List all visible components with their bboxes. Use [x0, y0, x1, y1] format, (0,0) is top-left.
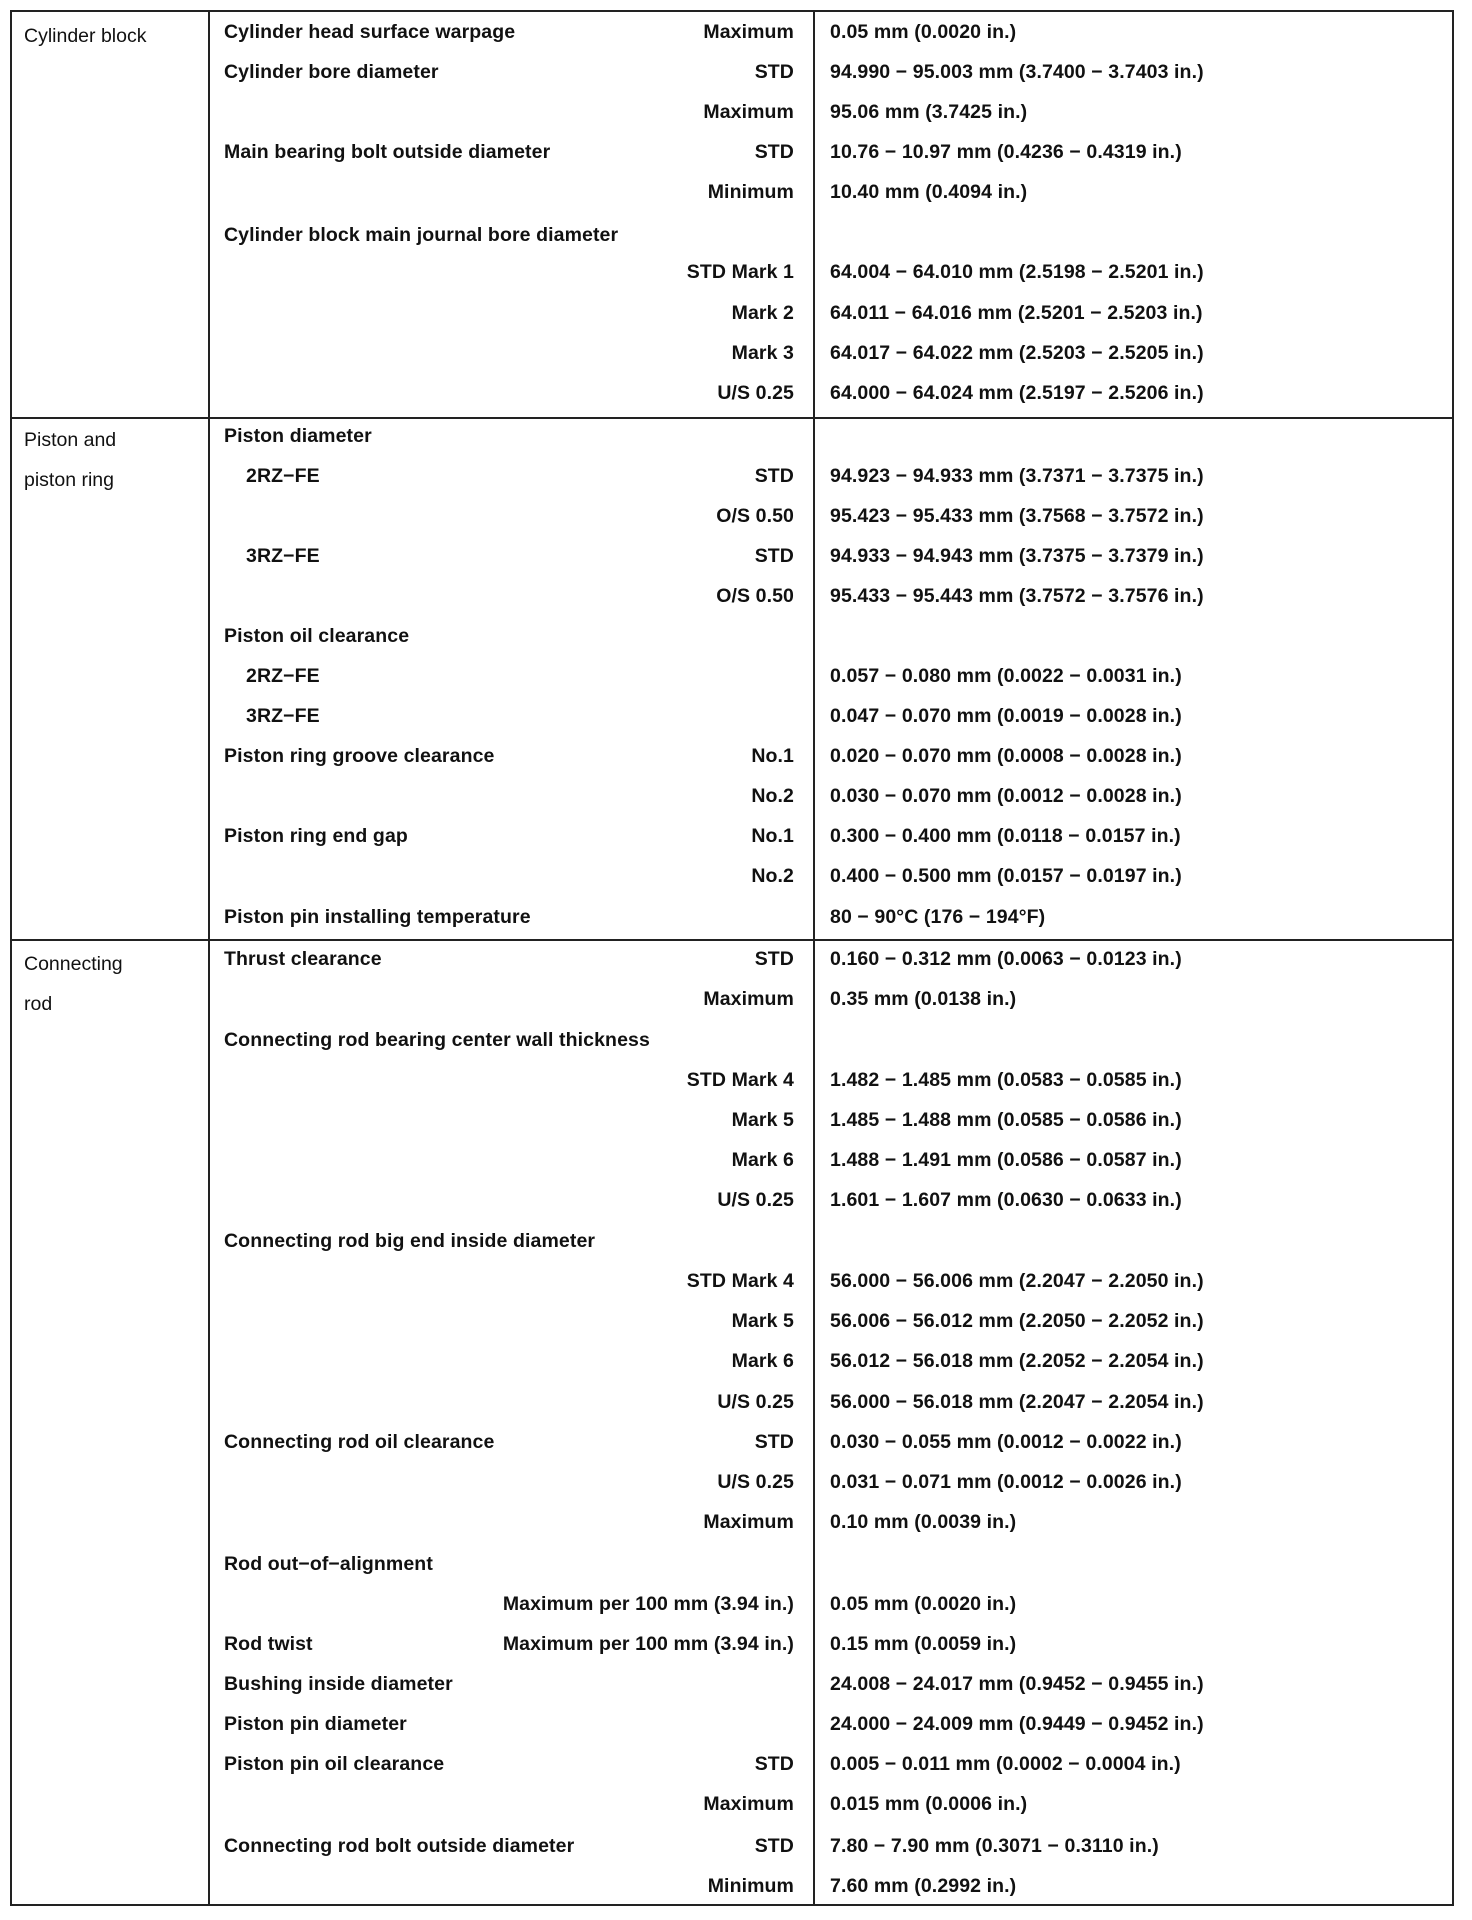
spec-value: 95.423 − 95.433 mm (3.7568 − 3.7572 in.) — [830, 505, 1204, 527]
row-divider-1 — [12, 417, 1452, 419]
spec-value: 0.35 mm (0.0138 in.) — [830, 988, 1017, 1010]
spec-qualifier: U/S 0.25 — [717, 1189, 794, 1211]
spec-value: 0.030 − 0.055 mm (0.0012 − 0.0022 in.) — [830, 1431, 1182, 1453]
spec-value: 10.76 − 10.97 mm (0.4236 − 0.4319 in.) — [830, 141, 1182, 163]
spec-label: Cylinder block main journal bore diameter — [224, 224, 619, 246]
spec-value: 0.10 mm (0.0039 in.) — [830, 1511, 1017, 1533]
spec-value: 64.004 − 64.010 mm (2.5198 − 2.5201 in.) — [830, 261, 1204, 283]
spec-qualifier: STD — [754, 1753, 794, 1775]
spec-label: Bushing inside diameter — [224, 1673, 453, 1695]
spec-label: 3RZ−FE — [246, 705, 320, 727]
column-divider-value — [813, 12, 815, 1904]
spec-label: Piston ring end gap — [224, 825, 408, 847]
spec-qualifier: Mark 6 — [731, 1149, 794, 1171]
spec-value: 94.923 − 94.933 mm (3.7371 − 3.7375 in.) — [830, 465, 1204, 487]
section-name: Piston and — [24, 429, 117, 451]
spec-qualifier: STD — [754, 948, 794, 970]
spec-label: Rod out−of−alignment — [224, 1553, 433, 1575]
spec-value: 95.06 mm (3.7425 in.) — [830, 101, 1028, 123]
spec-value: 0.05 mm (0.0020 in.) — [830, 1593, 1017, 1615]
spec-label: Connecting rod oil clearance — [224, 1431, 495, 1453]
spec-value: 56.000 − 56.006 mm (2.2047 − 2.2050 in.) — [830, 1270, 1204, 1292]
spec-value: 0.300 − 0.400 mm (0.0118 − 0.0157 in.) — [830, 825, 1181, 847]
spec-qualifier: STD Mark 4 — [686, 1069, 794, 1091]
spec-label: Piston diameter — [224, 425, 372, 447]
spec-qualifier: No.1 — [751, 745, 794, 767]
spec-qualifier: Mark 5 — [731, 1310, 794, 1332]
spec-value: 0.031 − 0.071 mm (0.0012 − 0.0026 in.) — [830, 1471, 1182, 1493]
spec-value: 24.000 − 24.009 mm (0.9449 − 0.9452 in.) — [830, 1713, 1204, 1735]
spec-qualifier: STD — [754, 545, 794, 567]
spec-label: Piston oil clearance — [224, 625, 410, 647]
spec-qualifier: Maximum per 100 mm (3.94 in.) — [502, 1633, 794, 1655]
spec-label: Connecting rod bolt outside diameter — [224, 1835, 575, 1857]
section-name: piston ring — [24, 469, 114, 491]
spec-value: 0.15 mm (0.0059 in.) — [830, 1633, 1017, 1655]
spec-qualifier: No.1 — [751, 825, 794, 847]
spec-value: 0.057 − 0.080 mm (0.0022 − 0.0031 in.) — [830, 665, 1182, 687]
spec-value: 1.601 − 1.607 mm (0.0630 − 0.0633 in.) — [830, 1189, 1182, 1211]
spec-qualifier: No.2 — [751, 785, 794, 807]
spec-label: Piston ring groove clearance — [224, 745, 495, 767]
section-name: rod — [24, 993, 53, 1015]
spec-qualifier: STD — [754, 465, 794, 487]
spec-qualifier: Maximum — [703, 21, 794, 43]
spec-qualifier: Minimum — [707, 181, 794, 203]
spec-qualifier: STD Mark 4 — [686, 1270, 794, 1292]
spec-label: Piston pin installing temperature — [224, 906, 531, 928]
spec-value: 1.482 − 1.485 mm (0.0583 − 0.0585 in.) — [830, 1069, 1182, 1091]
section-name: Cylinder block — [24, 25, 147, 47]
spec-value: 56.012 − 56.018 mm (2.2052 − 2.2054 in.) — [830, 1350, 1204, 1372]
spec-value: 95.433 − 95.443 mm (3.7572 − 3.7576 in.) — [830, 585, 1204, 607]
spec-value: 64.011 − 64.016 mm (2.5201 − 2.5203 in.) — [830, 302, 1203, 324]
column-divider-section — [208, 12, 210, 1904]
section-name: Connecting — [24, 953, 123, 975]
spec-qualifier: U/S 0.25 — [717, 382, 794, 404]
spec-qualifier: No.2 — [751, 865, 794, 887]
spec-qualifier: Maximum — [703, 101, 794, 123]
row-divider-2 — [12, 939, 1452, 941]
spec-table — [10, 10, 1454, 1906]
spec-value: 0.400 − 0.500 mm (0.0157 − 0.0197 in.) — [830, 865, 1182, 887]
spec-value: 0.047 − 0.070 mm (0.0019 − 0.0028 in.) — [830, 705, 1182, 727]
spec-label: Main bearing bolt outside diameter — [224, 141, 551, 163]
spec-label: 2RZ−FE — [246, 665, 320, 687]
spec-qualifier: U/S 0.25 — [717, 1391, 794, 1413]
spec-qualifier: Mark 6 — [731, 1350, 794, 1372]
spec-qualifier: STD — [754, 1835, 794, 1857]
spec-value: 0.05 mm (0.0020 in.) — [830, 21, 1017, 43]
spec-label: Piston pin oil clearance — [224, 1753, 445, 1775]
spec-value: 0.015 mm (0.0006 in.) — [830, 1793, 1028, 1815]
spec-qualifier: Mark 5 — [731, 1109, 794, 1131]
spec-qualifier: Mark 2 — [731, 302, 794, 324]
spec-qualifier: Mark 3 — [731, 342, 794, 364]
spec-label: Rod twist — [224, 1633, 313, 1655]
spec-label: Thrust clearance — [224, 948, 382, 970]
spec-value: 56.000 − 56.018 mm (2.2047 − 2.2054 in.) — [830, 1391, 1204, 1413]
spec-value: 1.485 − 1.488 mm (0.0585 − 0.0586 in.) — [830, 1109, 1182, 1131]
spec-value: 80 − 90°C (176 − 194°F) — [830, 906, 1046, 928]
spec-label: 2RZ−FE — [246, 465, 320, 487]
spec-value: 0.160 − 0.312 mm (0.0063 − 0.0123 in.) — [830, 948, 1182, 970]
spec-value: 64.000 − 64.024 mm (2.5197 − 2.5206 in.) — [830, 382, 1204, 404]
spec-qualifier: O/S 0.50 — [716, 585, 794, 607]
spec-value: 94.933 − 94.943 mm (3.7375 − 3.7379 in.) — [830, 545, 1204, 567]
spec-value: 7.60 mm (0.2992 in.) — [830, 1875, 1017, 1897]
spec-qualifier: Maximum — [703, 988, 794, 1010]
spec-label: Cylinder head surface warpage — [224, 21, 516, 43]
spec-label: Connecting rod big end inside diameter — [224, 1230, 596, 1252]
spec-qualifier: O/S 0.50 — [716, 505, 794, 527]
spec-label: Cylinder bore diameter — [224, 61, 439, 83]
spec-qualifier: Maximum per 100 mm (3.94 in.) — [502, 1593, 794, 1615]
spec-qualifier: U/S 0.25 — [717, 1471, 794, 1493]
spec-qualifier: STD — [754, 61, 794, 83]
spec-label: 3RZ−FE — [246, 545, 320, 567]
spec-label: Piston pin diameter — [224, 1713, 407, 1735]
spec-qualifier: STD — [754, 141, 794, 163]
spec-qualifier: Maximum — [703, 1793, 794, 1815]
spec-value: 94.990 − 95.003 mm (3.7400 − 3.7403 in.) — [830, 61, 1204, 83]
spec-value: 0.020 − 0.070 mm (0.0008 − 0.0028 in.) — [830, 745, 1182, 767]
spec-label: Connecting rod bearing center wall thickness — [224, 1029, 650, 1051]
spec-qualifier: Maximum — [703, 1511, 794, 1533]
spec-value: 56.006 − 56.012 mm (2.2050 − 2.2052 in.) — [830, 1310, 1204, 1332]
spec-value: 0.030 − 0.070 mm (0.0012 − 0.0028 in.) — [830, 785, 1182, 807]
spec-value: 24.008 − 24.017 mm (0.9452 − 0.9455 in.) — [830, 1673, 1204, 1695]
spec-qualifier: Minimum — [707, 1875, 794, 1897]
spec-qualifier: STD — [754, 1431, 794, 1453]
spec-qualifier: STD Mark 1 — [686, 261, 794, 283]
spec-value: 1.488 − 1.491 mm (0.0586 − 0.0587 in.) — [830, 1149, 1182, 1171]
spec-value: 0.005 − 0.011 mm (0.0002 − 0.0004 in.) — [830, 1753, 1181, 1775]
spec-value: 7.80 − 7.90 mm (0.3071 − 0.3110 in.) — [830, 1835, 1159, 1857]
spec-value: 10.40 mm (0.4094 in.) — [830, 181, 1028, 203]
spec-value: 64.017 − 64.022 mm (2.5203 − 2.5205 in.) — [830, 342, 1204, 364]
